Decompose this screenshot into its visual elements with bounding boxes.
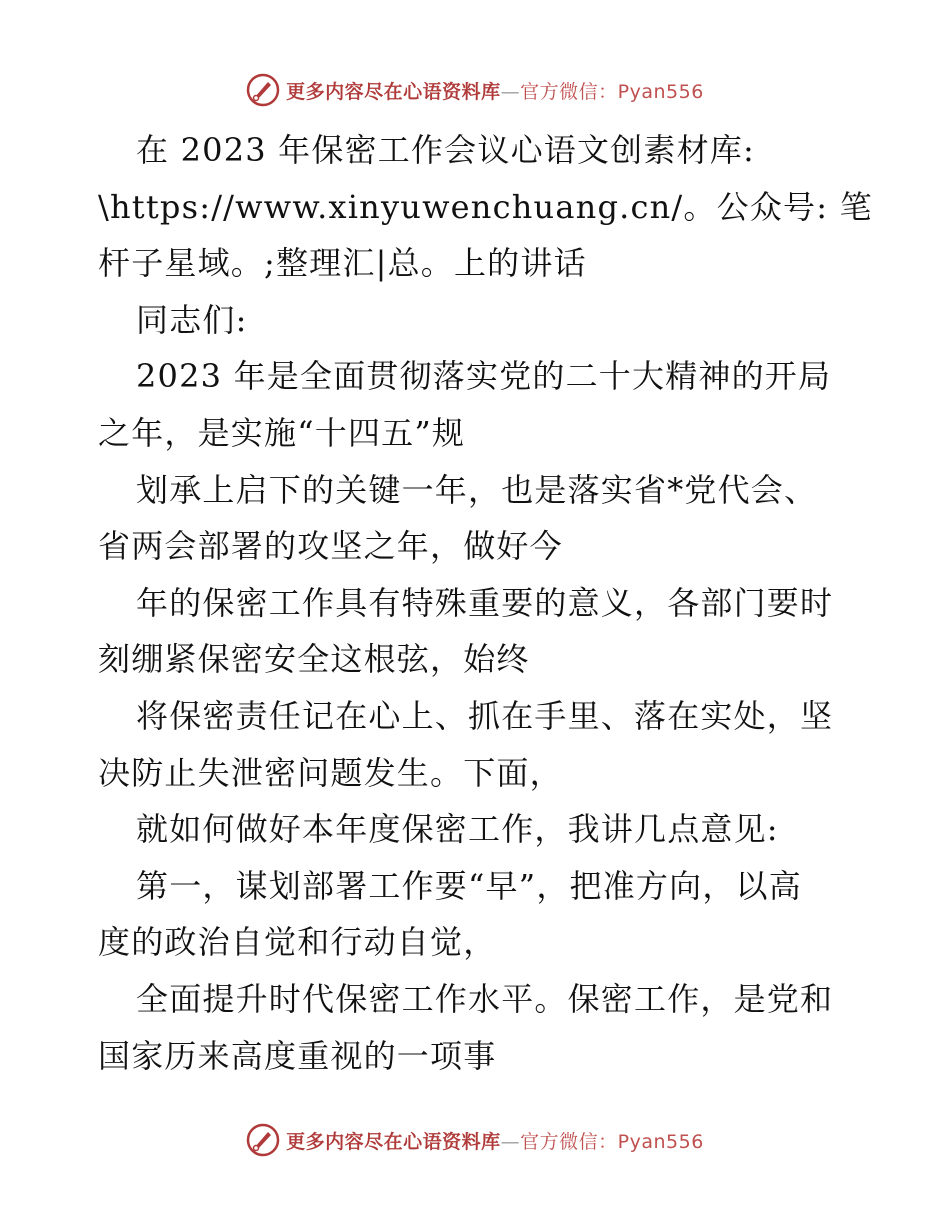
- paragraph-line: 国家历来高度重视的一项事: [98, 1036, 497, 1075]
- paragraph-line: 全面提升时代保密工作水平。保密工作，是党和: [136, 979, 834, 1018]
- banner-separator: —: [500, 1130, 521, 1153]
- paragraph-line: 2023 年是全面贯彻落实党的二十大精神的开局: [136, 357, 832, 396]
- footer-banner: [0, 1120, 950, 1160]
- paragraph-line: 年的保密工作具有特殊重要的意义，各部门要时: [136, 583, 834, 622]
- paragraph-line: 将保密责任记在心上、抓在手里、落在实处，坚: [136, 696, 834, 735]
- paragraph-line: 第一，谋划部署工作要“早”，把准方向，以高: [136, 866, 802, 905]
- brush-logo-icon: [246, 1123, 280, 1157]
- header-banner: [0, 70, 950, 110]
- paragraph-line: 划承上启下的关键一年，也是落实省*党代会、: [136, 470, 818, 509]
- paragraph-line: 省两会部署的攻坚之年，做好今: [98, 527, 563, 566]
- paragraph-line: 度的政治自觉和行动自觉，: [98, 923, 497, 962]
- paragraph-line: 决防止失泄密问题发生。下面，: [98, 753, 563, 792]
- paragraph-line: 同志们:: [136, 300, 248, 339]
- banner-main-text: 更多内容尽在心语资料库: [286, 80, 501, 103]
- banner-text: [286, 77, 704, 104]
- paragraph-line: 刻绷紧保密安全这根弦，始终: [98, 640, 530, 679]
- paragraph-line: 杆子星域。;整理汇|总。上的讲话: [98, 244, 587, 283]
- banner-text: [286, 1127, 704, 1154]
- paragraph-line: 在 2023 年保密工作会议心语文创素材库:: [136, 131, 755, 169]
- banner-separator: —: [500, 80, 521, 103]
- paragraph-line: 之年，是实施“十四五”规: [98, 413, 466, 452]
- banner-main-text: 更多内容尽在心语资料库: [286, 1130, 501, 1153]
- document-body: [98, 122, 873, 1084]
- banner-wechat-text: 官方微信：Pyan556: [520, 80, 704, 103]
- brush-logo-icon: [246, 73, 280, 107]
- banner-wechat-text: 官方微信：Pyan556: [520, 1130, 704, 1153]
- paragraph-line: \https://www.xinyuwenchuang.cn/。公众号: 笔: [98, 187, 873, 226]
- paragraph-line: 就如何做好本年度保密工作，我讲几点意见:: [136, 810, 779, 849]
